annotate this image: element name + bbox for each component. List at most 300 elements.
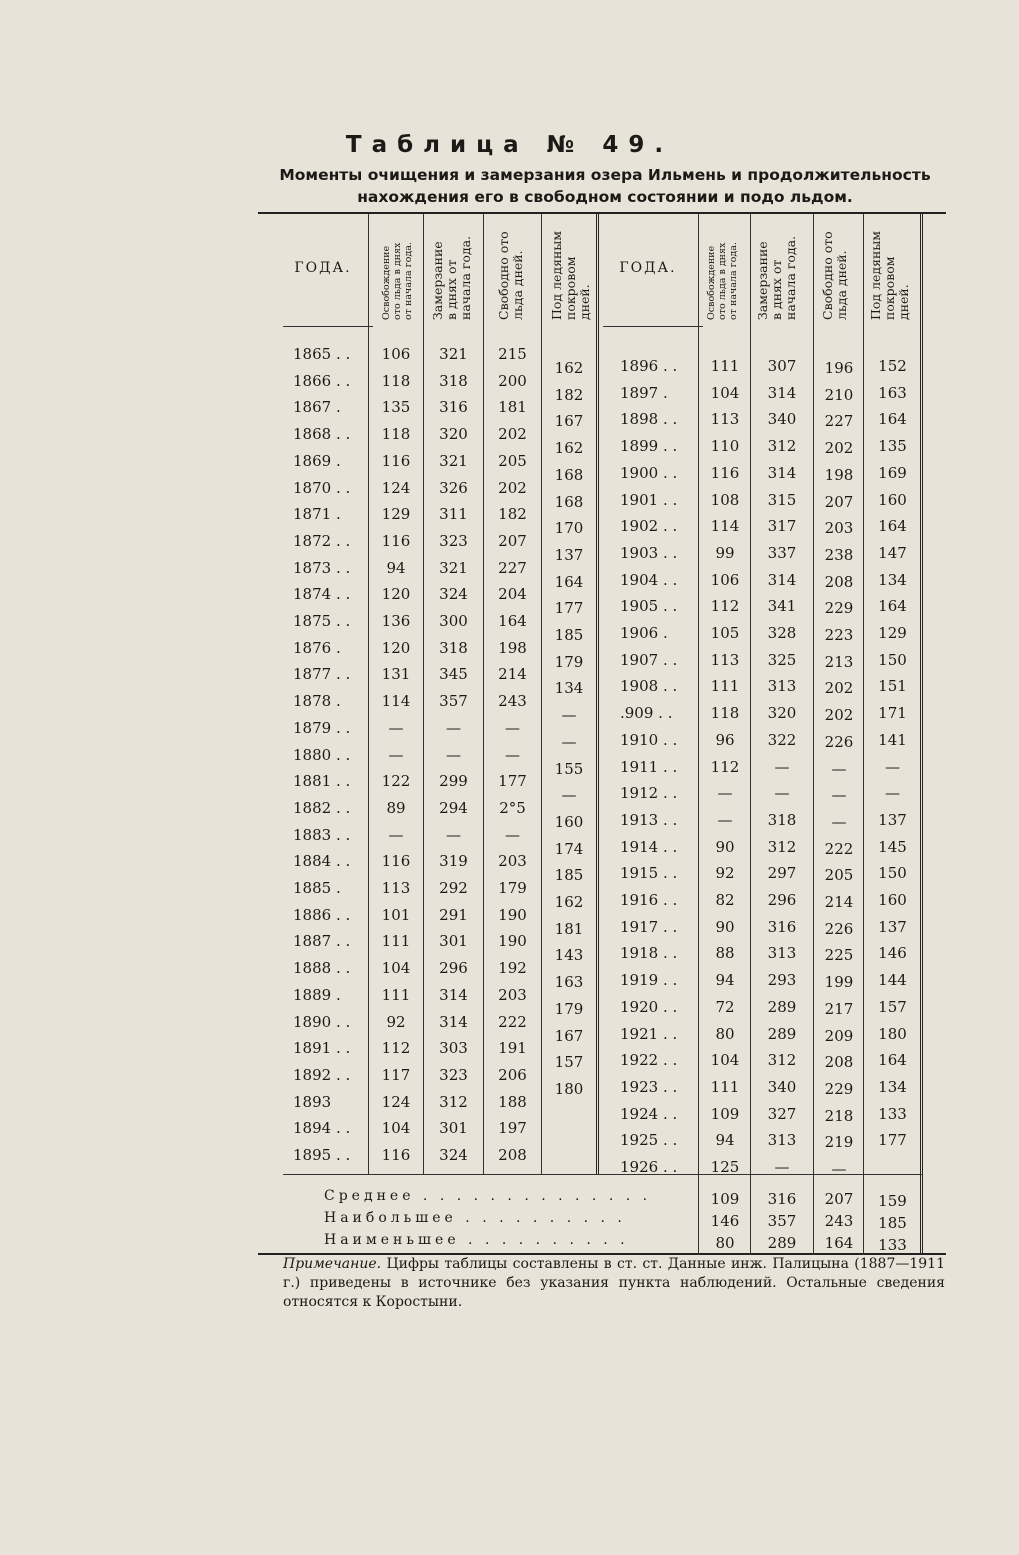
left-free: 197 [498, 1119, 527, 1138]
right-release: 104 [710, 1051, 740, 1070]
header-ice-left: Под ледяным покровом дней. [549, 230, 592, 320]
right-freeze: — [774, 784, 790, 803]
right-ice: — [885, 757, 900, 776]
left-release: 104 [381, 1119, 411, 1138]
right-year: 1911 . . [620, 757, 678, 776]
left-release: — [388, 745, 404, 764]
right-release: 105 [710, 624, 740, 642]
right-freeze: 337 [767, 543, 797, 562]
col-divider [423, 214, 424, 1174]
left-freeze: 319 [439, 852, 468, 871]
right-free: 202 [824, 439, 854, 458]
left-release: 135 [381, 398, 411, 417]
left-freeze: 323 [439, 531, 468, 550]
right-free: 203 [824, 519, 854, 538]
footnote-label: Примечание. [283, 1256, 382, 1272]
right-year: 1899 . . [620, 437, 678, 456]
data-table [258, 212, 946, 1255]
left-release: 124 [381, 1092, 411, 1111]
left-free: 191 [498, 1039, 527, 1058]
right-ice: 171 [878, 704, 907, 723]
right-year: 1901 . . [620, 490, 678, 509]
left-ice: 167 [554, 412, 584, 431]
summary-max-ice: 185 [878, 1214, 907, 1232]
left-release: 112 [381, 1039, 411, 1058]
right-ice: 144 [878, 971, 907, 990]
summary-label-max: Наибольшее . . . . . . . . . . [324, 1210, 626, 1226]
left-free: 190 [498, 932, 527, 951]
left-free: — [505, 745, 520, 764]
left-ice: 157 [554, 1053, 584, 1072]
right-ice: 160 [878, 490, 907, 509]
right-freeze: 314 [767, 570, 797, 589]
right-ice: 160 [878, 891, 907, 909]
right-ice: 137 [878, 917, 907, 936]
col-divider [483, 214, 484, 1174]
left-freeze: 314 [439, 985, 468, 1004]
left-year: 1891 . . [293, 1039, 351, 1058]
left-freeze: 314 [439, 1012, 468, 1031]
left-year: 1880 . . [293, 745, 351, 764]
right-freeze: 317 [767, 517, 797, 536]
right-release: 113 [710, 650, 740, 669]
left-ice: 162 [554, 359, 584, 377]
header-free-right: Свободно ото льда дней. [820, 231, 849, 320]
summary-mean-freeze: 316 [767, 1190, 797, 1208]
left-year: 1876 . [293, 638, 341, 657]
right-year: 1906 . [620, 624, 668, 642]
left-free: 222 [498, 1012, 527, 1031]
col-divider-center [596, 214, 599, 1174]
right-ice: 177 [878, 1131, 907, 1150]
left-ice: 174 [554, 839, 584, 858]
left-release: 118 [381, 371, 411, 390]
right-ice: 145 [878, 837, 907, 856]
left-release: 129 [381, 505, 411, 524]
left-free: 177 [498, 772, 527, 791]
header-free-left: Свободно ото льда дней. [496, 231, 525, 320]
left-ice: 185 [554, 866, 584, 885]
right-ice: — [885, 784, 900, 803]
right-ice: 157 [878, 997, 907, 1016]
header-rule [283, 326, 373, 327]
summary-max-release: 146 [710, 1212, 740, 1230]
right-free: 208 [824, 1053, 854, 1072]
right-year: 1923 . . [620, 1077, 678, 1096]
left-freeze: 303 [439, 1039, 468, 1058]
right-release: — [717, 810, 733, 829]
right-release: 111 [710, 1077, 740, 1096]
right-release: 88 [715, 944, 735, 963]
left-year: 1872 . . [293, 531, 351, 550]
summary-min-release: 80 [715, 1234, 735, 1252]
left-ice: — [561, 732, 577, 751]
right-ice: 163 [878, 383, 907, 402]
right-release: 111 [710, 357, 740, 375]
right-freeze: 316 [767, 917, 797, 936]
left-year: 1887 . . [293, 932, 351, 951]
left-freeze: 357 [439, 692, 468, 711]
left-free: 192 [498, 959, 527, 978]
right-ice: 169 [878, 463, 907, 482]
header-years-left: ГОДА. [294, 260, 352, 276]
right-free: 229 [824, 599, 854, 618]
right-freeze: 297 [767, 864, 797, 883]
right-freeze: 312 [767, 837, 797, 856]
header-freeze-left: Замерзание в днях от начала года. [430, 235, 473, 320]
right-year: 1918 . . [620, 944, 678, 963]
left-freeze: — [446, 718, 461, 737]
right-release: 80 [715, 1024, 735, 1043]
right-free: 213 [824, 652, 854, 671]
right-year: 1920 . . [620, 997, 678, 1016]
left-ice: 160 [554, 812, 584, 831]
left-year: 1866 . . [293, 371, 351, 390]
right-free: 227 [824, 412, 854, 431]
left-freeze: 291 [439, 905, 468, 924]
left-freeze: 301 [439, 1119, 468, 1138]
right-ice: 164 [878, 410, 907, 429]
col-divider-right [920, 214, 923, 1255]
right-release: 112 [710, 757, 740, 776]
header-release-right: Освобождение ото льда в днях от начала года. [706, 242, 739, 320]
right-free: — [831, 1160, 847, 1178]
right-freeze: 293 [767, 971, 797, 990]
right-ice: 141 [878, 730, 907, 749]
right-freeze: 296 [767, 891, 797, 909]
summary-min-ice: 133 [878, 1236, 907, 1254]
left-free: — [505, 718, 520, 737]
right-freeze: 312 [767, 437, 797, 456]
right-ice: 164 [878, 517, 907, 536]
right-release: 110 [710, 437, 740, 456]
summary-label-min: Наименьшее . . . . . . . . . . [324, 1232, 629, 1248]
right-ice: 150 [878, 864, 907, 883]
left-ice: 143 [554, 946, 584, 965]
right-free: 218 [824, 1106, 854, 1125]
left-release: 136 [381, 612, 411, 630]
right-release: 111 [710, 677, 740, 696]
left-free: 204 [498, 585, 527, 604]
left-release: 118 [381, 425, 411, 444]
left-release: 131 [381, 665, 411, 684]
left-year: 1895 . . [293, 1146, 351, 1164]
left-release: 120 [381, 638, 411, 657]
left-release: 111 [381, 932, 411, 951]
col-divider [541, 214, 542, 1174]
right-freeze: 325 [767, 650, 797, 669]
left-free: 205 [498, 451, 527, 470]
left-free: 188 [498, 1092, 527, 1111]
right-ice: 134 [878, 1077, 907, 1096]
right-free: 210 [824, 385, 854, 404]
left-freeze: 324 [439, 1146, 468, 1164]
footnote-text: Цифры таблицы составлены в ст. ст. Данные инж. Палицына (1887—1911 г.) приведены в источнике без указания пункта наблюдений. Остальные сведения относятся к Коростыни. [283, 1256, 945, 1310]
right-freeze: 314 [767, 383, 797, 402]
right-year: 1922 . . [620, 1051, 678, 1070]
right-freeze: 328 [767, 624, 797, 642]
right-release: 114 [710, 517, 740, 536]
left-year: 1892 . . [293, 1065, 351, 1084]
left-free: 190 [498, 905, 527, 924]
left-free: 203 [498, 985, 527, 1004]
summary-mean-free: 207 [824, 1190, 854, 1208]
left-free: 215 [498, 345, 527, 363]
right-release: 112 [710, 597, 740, 616]
right-free: 207 [824, 492, 854, 511]
right-free: 196 [824, 359, 854, 377]
left-freeze: 300 [439, 612, 468, 630]
left-freeze: 318 [439, 638, 468, 657]
col-divider [368, 214, 369, 1174]
right-release: 106 [710, 570, 740, 589]
col-divider [863, 214, 864, 1255]
right-year: 1919 . . [620, 971, 678, 990]
left-ice: 179 [554, 652, 584, 671]
right-year: 1921 . . [620, 1024, 678, 1043]
right-year: 1900 . . [620, 463, 678, 482]
left-freeze: 323 [439, 1065, 468, 1084]
left-freeze: 294 [439, 798, 468, 817]
right-free: 225 [824, 946, 854, 965]
right-ice: 133 [878, 1104, 907, 1123]
left-year: 1881 . . [293, 772, 351, 791]
right-freeze: — [774, 757, 790, 776]
left-year: 1877 . . [293, 665, 351, 684]
right-freeze: 307 [767, 357, 797, 375]
right-freeze: 289 [767, 997, 797, 1016]
right-free: 217 [824, 999, 854, 1018]
right-year: 1914 . . [620, 837, 678, 856]
right-release: 116 [710, 463, 740, 482]
left-ice: 134 [554, 679, 584, 698]
left-year: 1893 [293, 1092, 332, 1111]
left-ice: 170 [554, 519, 584, 538]
left-release: — [388, 825, 404, 844]
right-ice: 180 [878, 1024, 907, 1043]
left-free: 200 [498, 371, 527, 390]
left-free: 182 [498, 505, 527, 524]
left-freeze: — [446, 825, 461, 844]
right-freeze: 312 [767, 1051, 797, 1070]
summary-mean-ice: 159 [878, 1192, 907, 1210]
right-year: 1896 . . [620, 357, 678, 375]
left-release: 120 [381, 585, 411, 604]
right-year: 1908 . . [620, 677, 678, 696]
right-free: 209 [824, 1026, 854, 1045]
summary-label-mean: Среднее . . . . . . . . . . . . . . [324, 1188, 652, 1204]
right-ice: 152 [878, 357, 907, 375]
right-free: — [831, 812, 847, 831]
right-ice: 129 [878, 624, 907, 642]
left-release: — [388, 718, 404, 737]
header-release-left: Освобождение ото льда в днях от начала года. [381, 242, 414, 320]
left-release: 116 [381, 451, 411, 470]
left-ice: 162 [554, 439, 584, 458]
left-freeze: 316 [439, 398, 468, 417]
right-year: 1904 . . [620, 570, 678, 589]
left-year: 1874 . . [293, 585, 351, 604]
left-freeze: 318 [439, 371, 468, 390]
left-free: — [505, 825, 520, 844]
right-freeze: 340 [767, 1077, 797, 1096]
left-freeze: 301 [439, 932, 468, 951]
right-release: 125 [710, 1158, 740, 1176]
summary-mean-release: 109 [710, 1190, 740, 1208]
right-freeze: 314 [767, 463, 797, 482]
right-ice: 150 [878, 650, 907, 669]
left-free: 203 [498, 852, 527, 871]
right-year: 1916 . . [620, 891, 678, 909]
right-year: 1917 . . [620, 917, 678, 936]
left-free: 202 [498, 478, 527, 497]
left-ice: 164 [554, 572, 584, 591]
left-freeze: 321 [439, 558, 468, 577]
right-freeze: 322 [767, 730, 797, 749]
right-freeze: 320 [767, 704, 797, 723]
left-free: 214 [498, 665, 527, 684]
right-freeze: 327 [767, 1104, 797, 1123]
right-year: 1910 . . [620, 730, 678, 749]
right-ice: 134 [878, 570, 907, 589]
left-year: 1890 . . [293, 1012, 351, 1031]
right-ice: 147 [878, 543, 907, 562]
left-ice: 162 [554, 893, 584, 911]
left-release: 104 [381, 959, 411, 978]
subtitle-line-2: нахождения его в свободном состоянии и подо льдом. [357, 188, 853, 206]
left-ice: 137 [554, 545, 584, 564]
left-free: 202 [498, 425, 527, 444]
right-free: — [831, 759, 847, 778]
summary-min-freeze: 289 [767, 1234, 797, 1252]
right-year: 1907 . . [620, 650, 678, 669]
left-free: 227 [498, 558, 527, 577]
left-free: 243 [498, 692, 527, 711]
right-release: 94 [715, 971, 735, 990]
left-freeze: 326 [439, 478, 468, 497]
left-year: 1865 . . [293, 345, 351, 363]
right-free: 198 [824, 465, 854, 484]
left-ice: 163 [554, 973, 584, 992]
right-ice: 146 [878, 944, 907, 963]
left-year: 1885 . [293, 879, 341, 897]
left-release: 116 [381, 531, 411, 550]
left-year: 1888 . . [293, 959, 351, 978]
left-release: 106 [381, 345, 411, 363]
left-year: 1879 . . [293, 718, 351, 737]
left-freeze: 345 [439, 665, 468, 684]
right-year: 1913 . . [620, 810, 678, 829]
left-year: 1870 . . [293, 478, 351, 497]
left-ice: 167 [554, 1026, 584, 1045]
right-year: 1924 . . [620, 1104, 678, 1123]
left-free: 179 [498, 879, 527, 897]
left-freeze: 311 [439, 505, 468, 524]
left-freeze: 320 [439, 425, 468, 444]
right-free: 219 [824, 1133, 854, 1152]
left-ice: 180 [554, 1079, 584, 1098]
header-rule [603, 326, 703, 327]
right-year: 1905 . . [620, 597, 678, 616]
left-year: 1873 . . [293, 558, 351, 577]
right-freeze: 315 [767, 490, 797, 509]
right-free: 226 [824, 732, 854, 751]
left-year: 1884 . . [293, 852, 351, 871]
left-freeze: 324 [439, 585, 468, 604]
right-release: 99 [715, 543, 735, 562]
right-ice: 164 [878, 1051, 907, 1070]
right-freeze: 340 [767, 410, 797, 429]
right-ice: 151 [878, 677, 907, 696]
left-free: 198 [498, 638, 527, 657]
right-free: 214 [824, 893, 854, 911]
right-freeze: 318 [767, 810, 797, 829]
left-release: 117 [381, 1065, 411, 1084]
left-year: 1883 . . [293, 825, 351, 844]
left-release: 94 [386, 558, 406, 577]
right-ice: 164 [878, 597, 907, 616]
right-release: 96 [715, 730, 735, 749]
right-year: 1898 . . [620, 410, 678, 429]
left-ice: — [561, 786, 577, 805]
left-release: 111 [381, 985, 411, 1004]
col-divider [750, 214, 751, 1255]
right-free: 226 [824, 919, 854, 938]
right-freeze: — [774, 1158, 790, 1176]
right-release: — [717, 784, 733, 803]
left-year: 1871 . [293, 505, 341, 524]
right-freeze: 313 [767, 944, 797, 963]
left-year: 1869 . [293, 451, 341, 470]
right-release: 90 [715, 837, 735, 856]
right-ice: 137 [878, 810, 907, 829]
left-ice: 185 [554, 626, 584, 644]
summary-min-free: 164 [824, 1234, 854, 1252]
right-release: 108 [710, 490, 740, 509]
left-ice: 168 [554, 492, 584, 511]
col-divider [698, 214, 699, 1255]
left-freeze: 299 [439, 772, 468, 791]
right-release: 90 [715, 917, 735, 936]
right-freeze: 313 [767, 1131, 797, 1150]
left-release: 101 [381, 905, 411, 924]
col-divider [813, 214, 814, 1255]
table-subtitle [255, 164, 955, 208]
right-release: 82 [715, 891, 735, 909]
left-ice: 182 [554, 385, 584, 404]
right-free: 238 [824, 545, 854, 564]
right-release: 72 [715, 997, 735, 1016]
right-year: 1902 . . [620, 517, 678, 536]
right-free: 223 [824, 626, 854, 644]
left-free: 2°5 [499, 798, 526, 817]
header-freeze-right: Замерзание в днях от начала года. [755, 235, 798, 320]
left-freeze: 312 [439, 1092, 468, 1111]
left-ice: 179 [554, 999, 584, 1018]
right-year: 1912 . . [620, 784, 678, 803]
left-ice: — [561, 706, 577, 725]
summary-max-freeze: 357 [767, 1212, 797, 1230]
right-free: 199 [824, 973, 854, 992]
right-release: 109 [710, 1104, 740, 1123]
left-release: 116 [381, 1146, 411, 1164]
right-year: 1903 . . [620, 543, 678, 562]
right-year: 1926 . . [620, 1158, 678, 1176]
right-release: 113 [710, 410, 740, 429]
left-year: 1868 . . [293, 425, 351, 444]
left-release: 114 [381, 692, 411, 711]
left-freeze: 321 [439, 345, 468, 363]
